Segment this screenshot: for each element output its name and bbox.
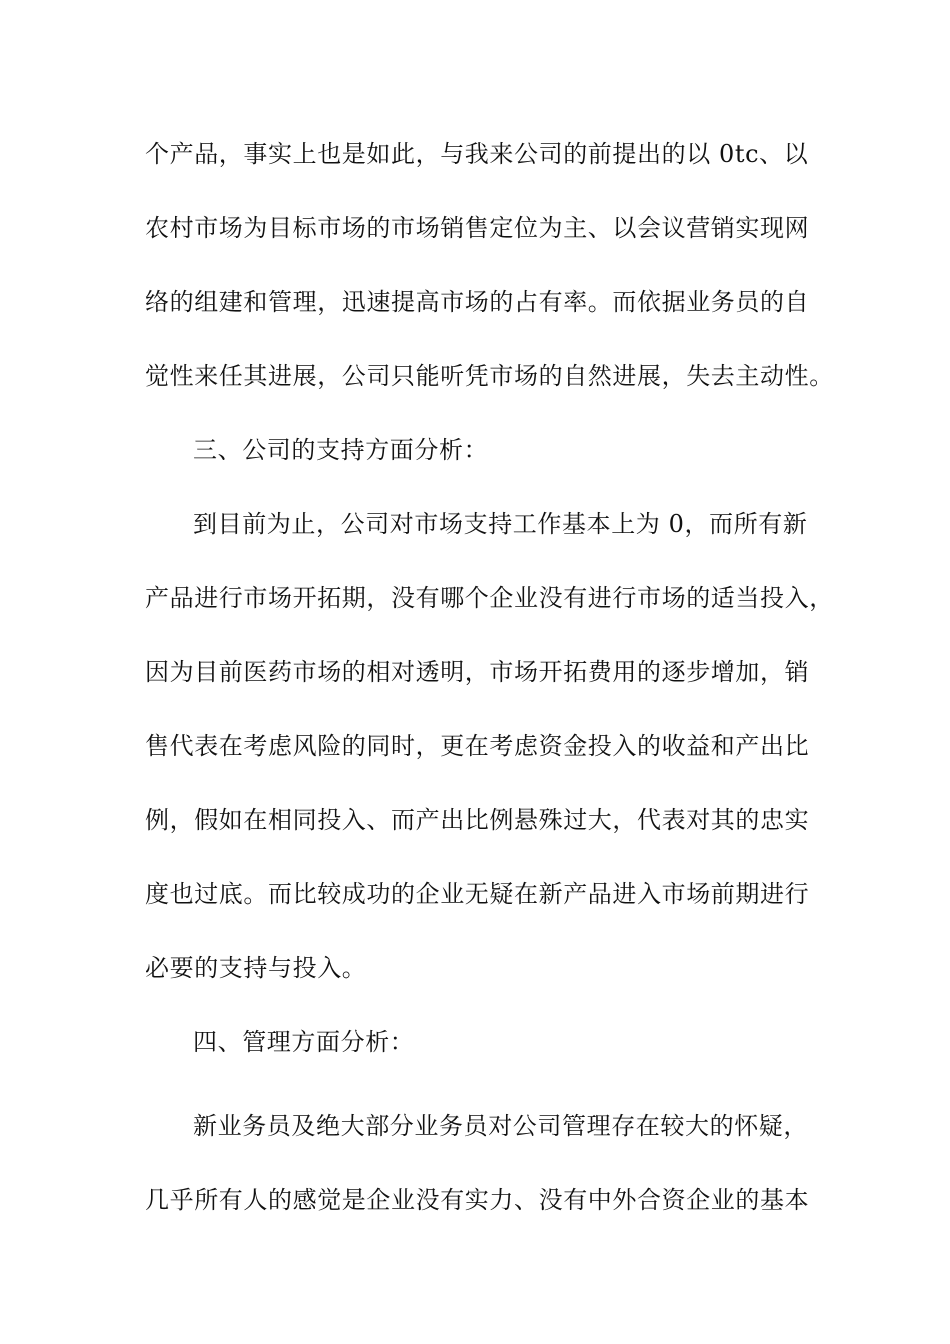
text-line: 产品进行市场开拓期，没有哪个企业没有进行市场的适当投入， (145, 584, 834, 612)
text-line: 几乎所有人的感觉是企业没有实力、没有中外合资企业的基本 (145, 1186, 810, 1214)
text-line: 农村市场为目标市场的市场销售定位为主、以会议营销实现网 (145, 214, 810, 242)
text-line: 必要的支持与投入。 (145, 954, 367, 982)
text-line: 例，假如在相同投入、而产出比例悬殊过大，代表对其的忠实 (145, 806, 810, 834)
text-line: 新业务员及绝大部分业务员对公司管理存在较大的怀疑， (193, 1112, 808, 1140)
section-heading: 三、公司的支持方面分析： (193, 436, 489, 464)
text-line: 售代表在考虑风险的同时，更在考虑资金投入的收益和产出比 (145, 732, 810, 760)
text-line: 到目前为止，公司对市场支持工作基本上为 0，而所有新 (193, 510, 808, 538)
text-line: 觉性来任其进展，公司只能听凭市场的自然进展，失去主动性。 (145, 362, 834, 390)
text-line: 度也过底。而比较成功的企业无疑在新产品进入市场前期进行 (145, 880, 810, 908)
text-line: 个产品，事实上也是如此，与我来公司的前提出的以 0tc、以 (145, 140, 809, 168)
section-heading: 四、管理方面分析： (193, 1028, 415, 1056)
text-line: 络的组建和管理，迅速提高市场的占有率。而依据业务员的自 (145, 288, 810, 316)
text-line: 因为目前医药市场的相对透明，市场开拓费用的逐步增加，销 (145, 658, 810, 686)
